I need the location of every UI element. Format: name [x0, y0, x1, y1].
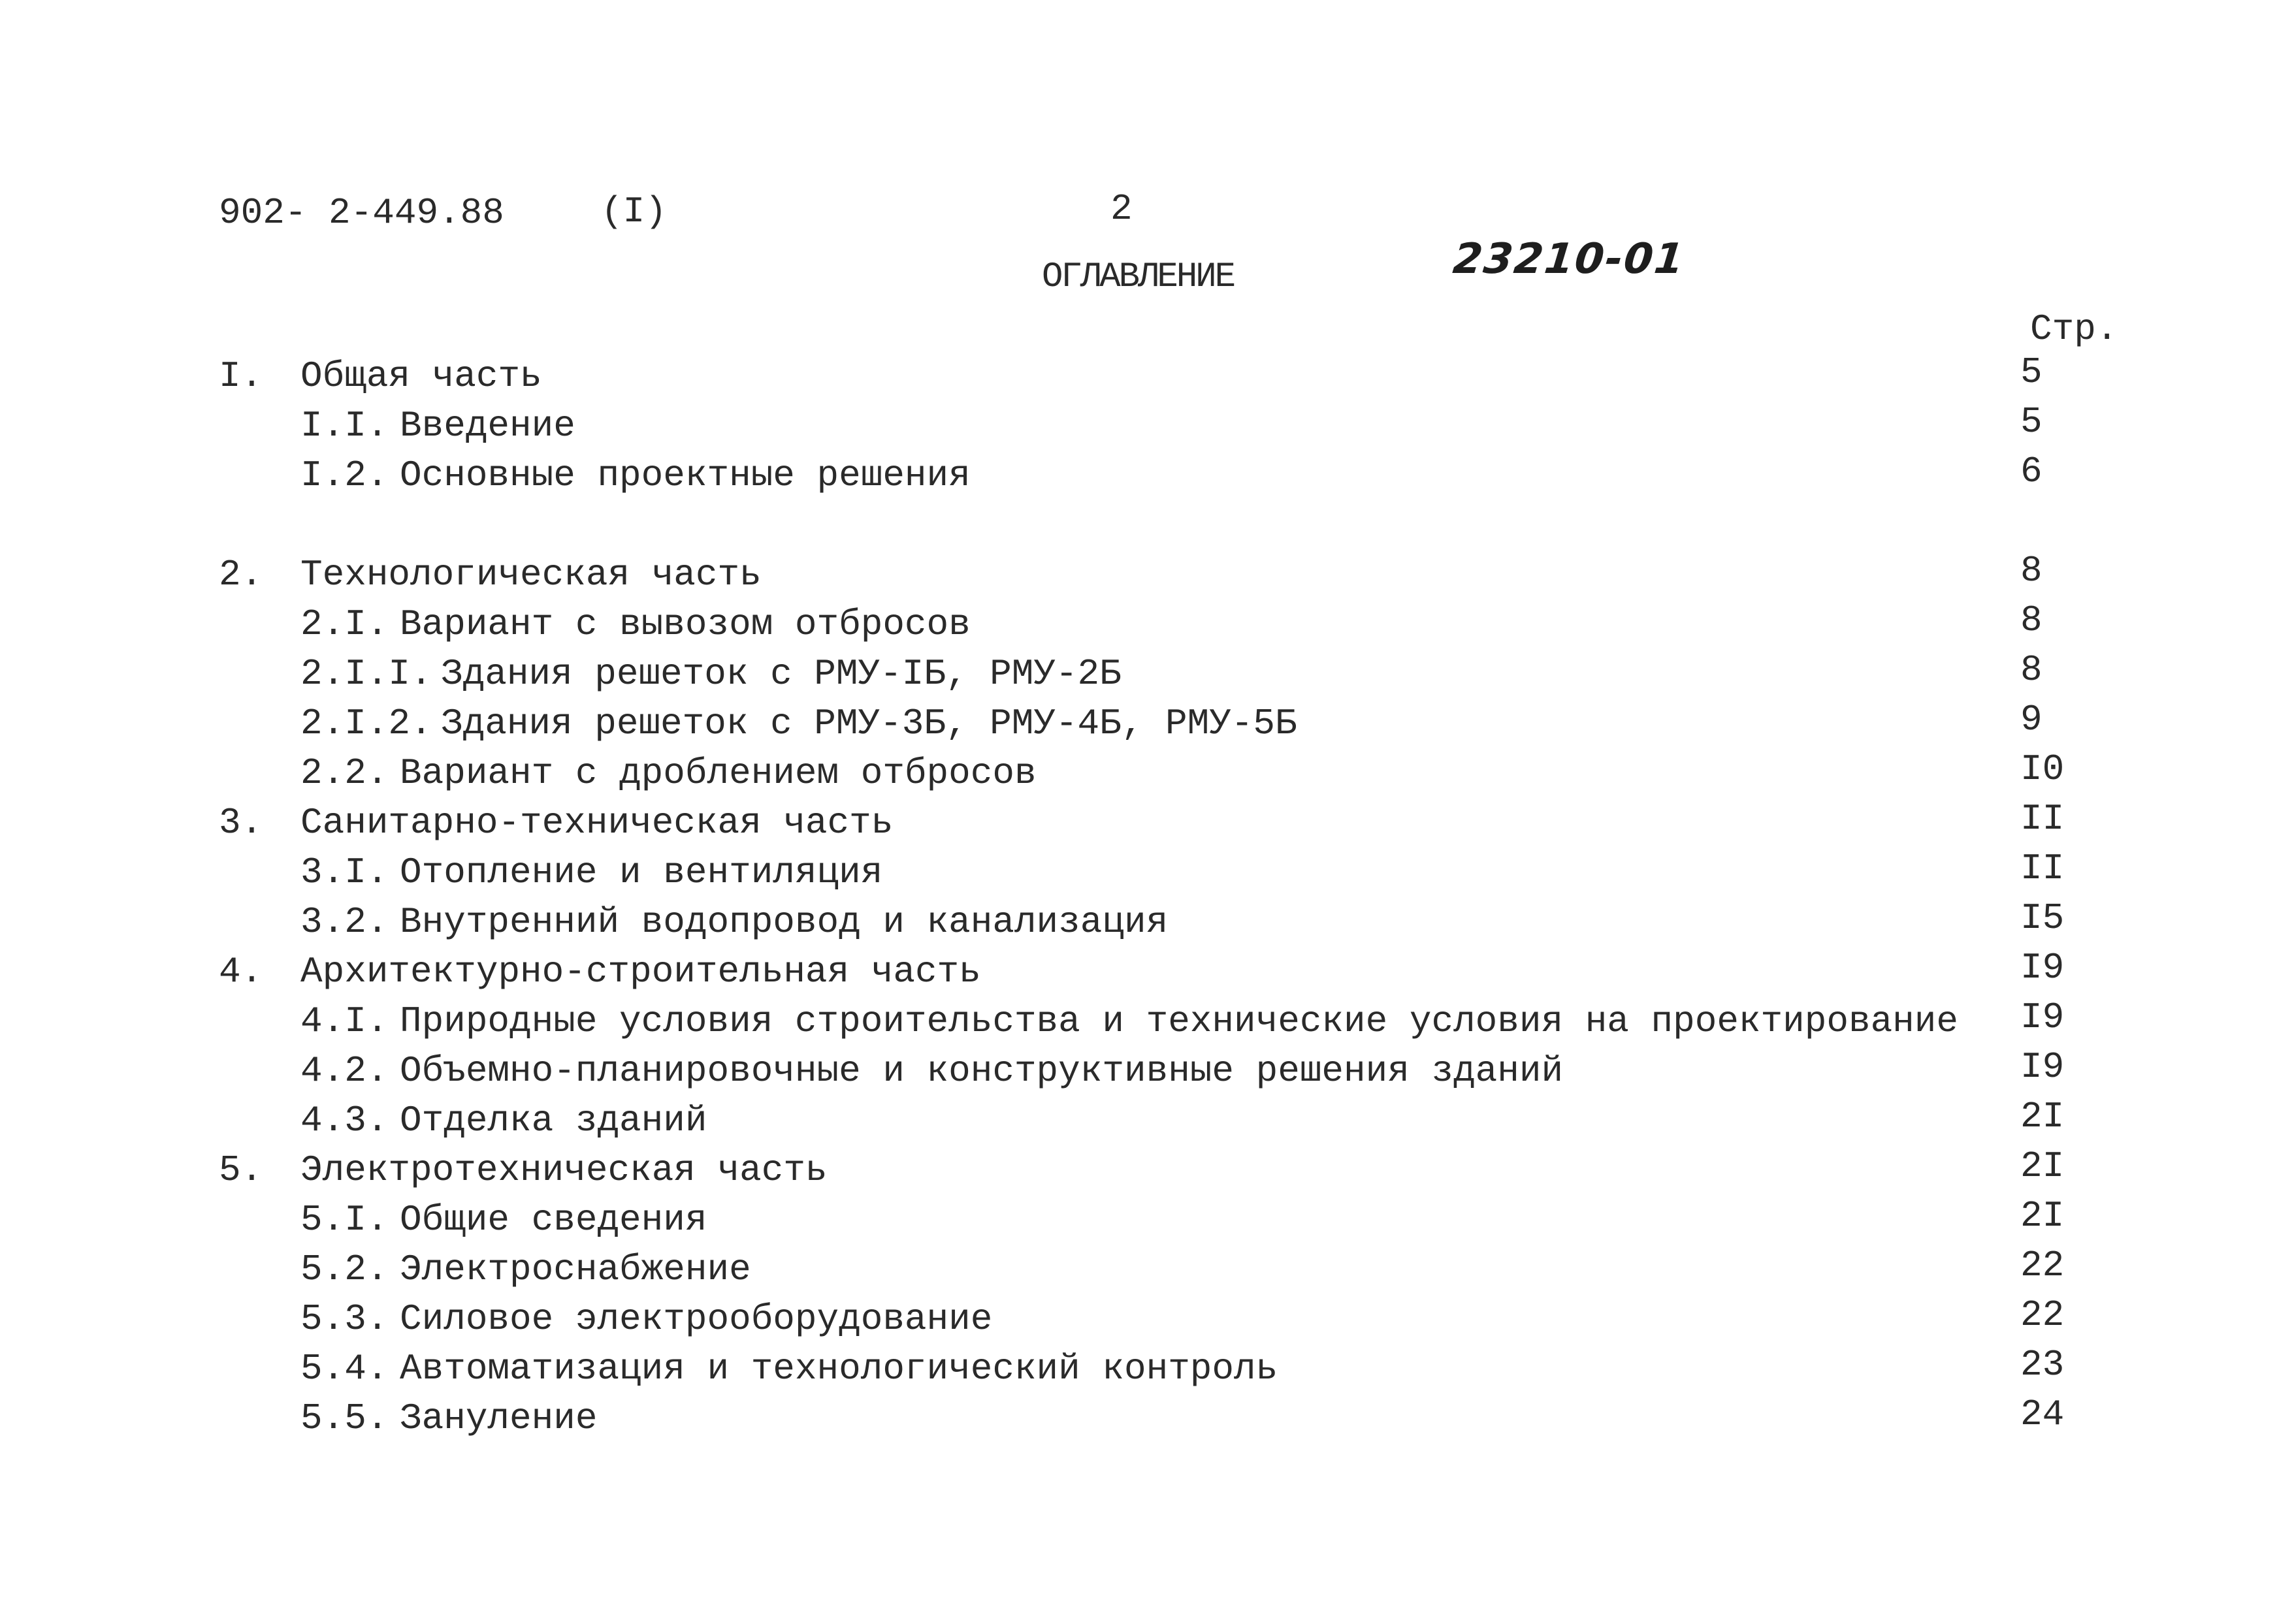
toc-entry-page: 6 [2020, 451, 2043, 492]
toc-entry-title: Внутренний водопровод и канализация [400, 901, 1169, 943]
toc-entry-page: II [2020, 848, 2065, 889]
toc-entry-page: I9 [2020, 1046, 2065, 1088]
toc-entry-number: 4.I. [300, 1000, 389, 1042]
toc-entry-page: 22 [2020, 1245, 2065, 1286]
toc-entry-page: 8 [2020, 599, 2043, 641]
page-column-label: Стр. [2030, 308, 2118, 350]
toc-entry-5-5 [0, 1393, 2294, 1450]
toc-entry-number: 5.I. [300, 1199, 389, 1241]
toc-entry-4-1 [0, 996, 2294, 1053]
toc-entry-2-1-1 [0, 649, 2294, 705]
toc-entry-page: 23 [2020, 1344, 2065, 1386]
toc-entry-title: Вариант с вывозом отбросов [400, 603, 971, 645]
toc-entry-number: I.2. [300, 454, 389, 496]
toc-entry-number: 5.5. [300, 1397, 389, 1439]
toc-entry-number: 5. [219, 1149, 263, 1191]
toc-entry-5 [0, 1145, 2294, 1202]
toc-entry-title: Основные проектные решения [400, 454, 971, 496]
toc-entry-3-2 [0, 897, 2294, 953]
toc-entry-4-2 [0, 1046, 2294, 1102]
toc-entry-number: 2.I. [300, 603, 389, 645]
toc-entry-title: Отопление и вентиляция [400, 852, 883, 893]
toc-entry-1 [0, 351, 2294, 407]
toc-entry-4-3 [0, 1096, 2294, 1152]
toc-entry-number: I. [219, 355, 263, 397]
toc-entry-2-2 [0, 748, 2294, 804]
toc-entry-number: 2.I.2. [300, 703, 432, 744]
toc-entry-title: Зануление [400, 1397, 598, 1439]
toc-entry-page: 2I [2020, 1145, 2065, 1187]
toc-entry-number: 4.2. [300, 1050, 389, 1092]
toc-entry-page: 8 [2020, 550, 2043, 592]
toc-entry-number: 2. [219, 554, 263, 596]
toc-entry-number: 3.2. [300, 901, 389, 943]
toc-entry-number: 5.3. [300, 1298, 389, 1340]
toc-entry-page: I9 [2020, 996, 2065, 1038]
toc-entry-title: Введение [400, 405, 575, 447]
toc-entry-page: II [2020, 798, 2065, 840]
toc-entry-page: 2I [2020, 1195, 2065, 1237]
toc-entry-number: 3. [219, 802, 263, 844]
toc-entry-title: Электроснабжение [400, 1249, 751, 1290]
handwritten-stamp-number: 23210-01 [1451, 235, 1688, 283]
toc-entry-title: Отделка зданий [400, 1100, 707, 1141]
toc-entry-number: 4. [219, 951, 263, 993]
toc-entry-page: 22 [2020, 1294, 2065, 1336]
toc-entry-5-1 [0, 1195, 2294, 1251]
toc-entry-5-4 [0, 1344, 2294, 1400]
toc-entry-title: Здания решеток с РМУ-3Б, РМУ-4Б, РМУ-5Б [441, 703, 1297, 744]
toc-entry-title: Санитарно-техническая часть [300, 802, 894, 844]
toc-entry-number: 4.3. [300, 1100, 389, 1141]
toc-entry-number: 2.2. [300, 752, 389, 794]
toc-entry-3-1 [0, 848, 2294, 904]
page-title: ОГЛАВЛЕНИЕ [1042, 257, 1235, 297]
toc-entry-number: 5.2. [300, 1249, 389, 1290]
toc-entry-title: Вариант с дроблением отбросов [400, 752, 1037, 794]
toc-entry-page: 9 [2020, 699, 2043, 740]
page-number: 2 [1110, 188, 1133, 230]
toc-entry-title: Общие сведения [400, 1199, 707, 1241]
document-code: 902- 2-449.88 [219, 192, 504, 234]
toc-entry-title: Технологическая часть [300, 554, 762, 596]
toc-entry-title: Автоматизация и технологический контроль [400, 1348, 1278, 1390]
toc-entry-page: 5 [2020, 401, 2043, 443]
toc-entry-title: Архитектурно-строительная часть [300, 951, 981, 993]
toc-entry-1-1 [0, 401, 2294, 457]
toc-entry-page: I9 [2020, 947, 2065, 989]
toc-entry-number: 2.I.I. [300, 653, 432, 695]
toc-entry-5-2 [0, 1245, 2294, 1301]
toc-entry-page: 8 [2020, 649, 2043, 691]
toc-entry-4 [0, 947, 2294, 1003]
toc-entry-title: Природные условия строительства и технические условия на проектирование [400, 1000, 1958, 1042]
toc-entry-5-3 [0, 1294, 2294, 1350]
toc-entry-2-1-2 [0, 699, 2294, 755]
toc-entry-title: Объемно-планировочные и конструктивные решения зданий [400, 1050, 1564, 1092]
toc-entry-page: 24 [2020, 1393, 2065, 1435]
toc-entry-title: Здания решеток с РМУ-IБ, РМУ-2Б [441, 653, 1122, 695]
toc-entry-page: 5 [2020, 351, 2043, 393]
toc-entry-title: Электротехническая часть [300, 1149, 828, 1191]
toc-entry-page: I5 [2020, 897, 2065, 939]
toc-entry-title: Общая часть [300, 355, 542, 397]
toc-entry-number: 5.4. [300, 1348, 389, 1390]
toc-entry-3 [0, 798, 2294, 854]
toc-entry-page: I0 [2020, 748, 2065, 790]
toc-entry-2 [0, 550, 2294, 606]
toc-entry-number: 3.I. [300, 852, 389, 893]
document-part: (I) [601, 191, 667, 232]
toc-entry-number: I.I. [300, 405, 389, 447]
toc-entry-2-1 [0, 599, 2294, 656]
toc-entry-1-2 [0, 451, 2294, 507]
toc-entry-title: Силовое электрооборудование [400, 1298, 993, 1340]
toc-entry-page: 2I [2020, 1096, 2065, 1138]
